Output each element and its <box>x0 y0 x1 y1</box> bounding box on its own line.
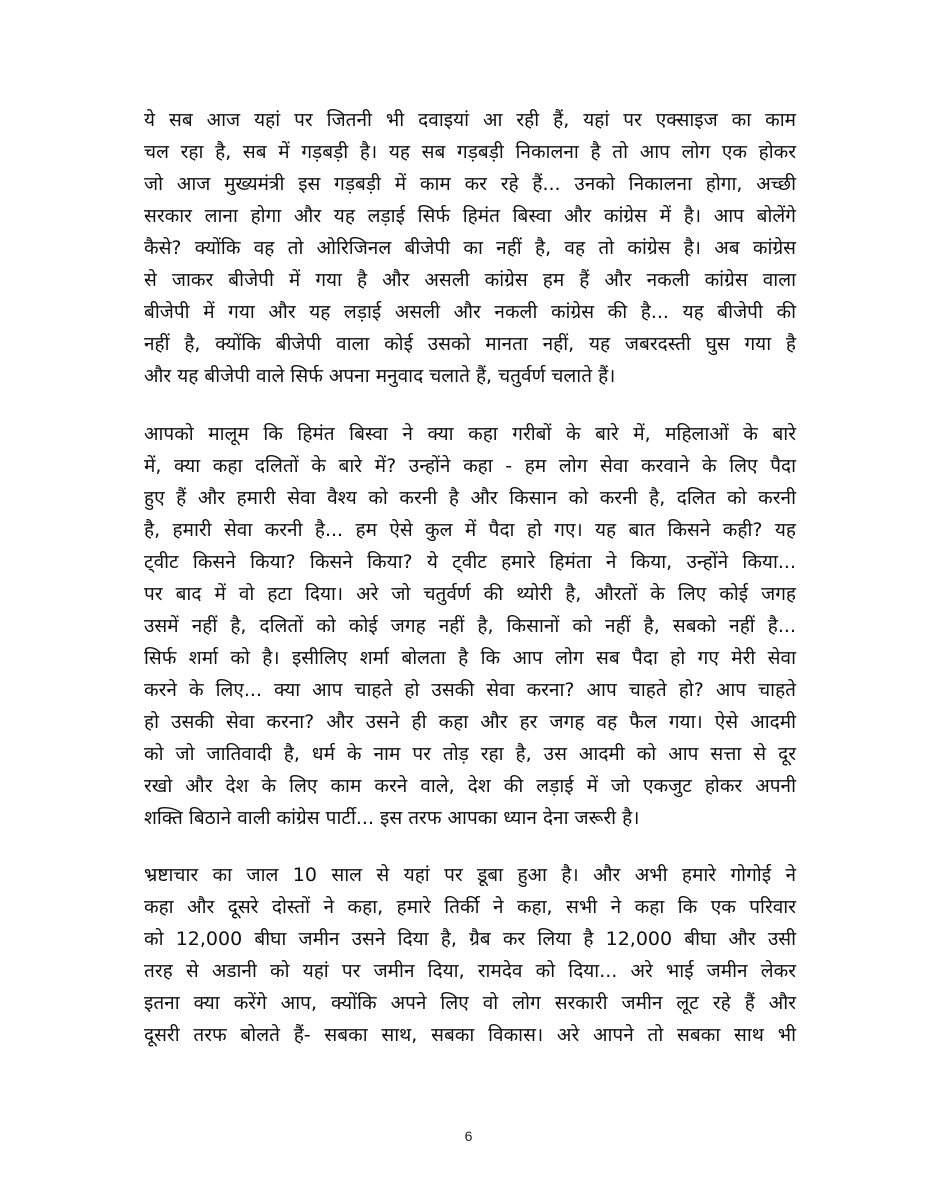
text-line: तरह से अडानी को यहां पर जमीन दिया, रामदेव को दिया... अरे भाई जमीन लेकर <box>144 960 796 982</box>
text-line: कैसे? क्योंकि वह तो ओरिजिनल बीजेपी का नहीं है, वह तो कांग्रेस है। अब कांग्रेस <box>144 237 796 259</box>
text-line: को 12,000 बीघा जमीन उसने दिया है, ग्रैब कर लिया है 12,000 बीघा और उसी <box>144 928 796 950</box>
text-line: करने के लिए... क्या आप चाहते हो उसकी सेवा करना? आप चाहते हो? आप चाहते <box>144 679 796 701</box>
text-line: इतना क्या करेंगे आप, क्योंकि अपने लिए वो लोग सरकारी जमीन लूट रहे हैं और <box>144 992 796 1014</box>
text-line: है, हमारी सेवा करनी है... हम ऐसे कुल में पैदा हो गए। यह बात किसने कही? यह <box>144 519 796 541</box>
text-line: सिर्फ शर्मा को है। इसीलिए शर्मा बोलता है कि आप लोग सब पैदा हो गए मेरी सेवा <box>144 647 796 669</box>
text-line: उसमें नहीं है, दलितों को कोई जगह नहीं है, किसानों को नहीं है, सबको नहीं है... <box>144 615 796 637</box>
text-line: और यह बीजेपी वाले सिर्फ अपना मनुवाद चलाते हैं, चतुर्वर्ण चलाते हैं। <box>144 365 616 387</box>
text-line: हो उसकी सेवा करना? और उसने ही कहा और हर जगह वह फैल गया। ऐसे आदमी <box>144 711 796 733</box>
text-line: दूसरी तरफ बोलते हैं- सबका साथ, सबका विकास। अरे आपने तो सबका साथ भी <box>144 1024 796 1046</box>
text-line: बीजेपी में गया और यह लड़ाई असली और नकली कांग्रेस की है... यह बीजेपी की <box>144 301 796 323</box>
text-line: रखो और देश के लिए काम करने वाले, देश की लड़ाई में जो एकजुट होकर अपनी <box>144 775 796 797</box>
paragraph-3 <box>144 859 796 1051</box>
text-line: चल रहा है, सब में गड़बड़ी है। यह सब गड़बड़ी निकालना है तो आप लोग एक होकर <box>144 141 796 163</box>
text-line: से जाकर बीजेपी में गया है और असली कांग्रेस हम हैं और नकली कांग्रेस वाला <box>144 269 796 291</box>
text-line: सरकार लाना होगा और यह लड़ाई सिर्फ हिमंत बिस्वा और कांग्रेस में है। आप बोलेंगे <box>144 205 796 227</box>
text-line: आपको मालूम कि हिमंत बिस्वा ने क्या कहा गरीबों के बारे में, महिलाओं के बारे <box>144 423 796 445</box>
text-line: पर बाद में वो हटा दिया। अरे जो चतुर्वर्ण की थ्योरी है, औरतों के लिए कोई जगह <box>144 583 796 605</box>
text-line: में, क्या कहा दलितों के बारे में? उन्होंने कहा - हम लोग सेवा करवाने के लिए पैदा <box>144 455 796 477</box>
text-line: नहीं है, क्योंकि बीजेपी वाला कोई उसको मानता नहीं, यह जबरदस्ती घुस गया है <box>144 333 796 355</box>
text-line: हुए हैं और हमारी सेवा वैश्य को करनी है और किसान को करनी है, दलित को करनी <box>144 487 796 509</box>
text-line: ये सब आज यहां पर जितनी भी दवाइयां आ रही हैं, यहां पर एक्साइज का काम <box>144 109 796 131</box>
text-line: ट्वीट किसने किया? किसने किया? ये ट्वीट हमारे हिमंता ने किया, उन्होंने किया... <box>144 551 796 573</box>
paragraph-2 <box>144 418 796 834</box>
text-line: भ्रष्टाचार का जाल 10 साल से यहां पर डूबा हुआ है। और अभी हमारे गोगोई ने <box>144 864 796 886</box>
paragraph-1 <box>144 104 796 392</box>
text-line: कहा और दूसरे दोस्तों ने कहा, हमारे तिर्की ने कहा, सभी ने कहा कि एक परिवार <box>144 896 796 918</box>
text-line: शक्ति बिठाने वाली कांग्रेस पार्टी... इस तरफ आपका ध्यान देना जरूरी है। <box>144 807 640 829</box>
page-number: 6 <box>464 1128 473 1144</box>
text-line: जो आज मुख्यमंत्री इस गड़बड़ी में काम कर रहे हैं... उनको निकालना होगा, अच्छी <box>144 173 796 195</box>
text-line: को जो जातिवादी है, धर्म के नाम पर तोड़ रहा है, उस आदमी को आप सत्ता से दूर <box>144 743 796 765</box>
